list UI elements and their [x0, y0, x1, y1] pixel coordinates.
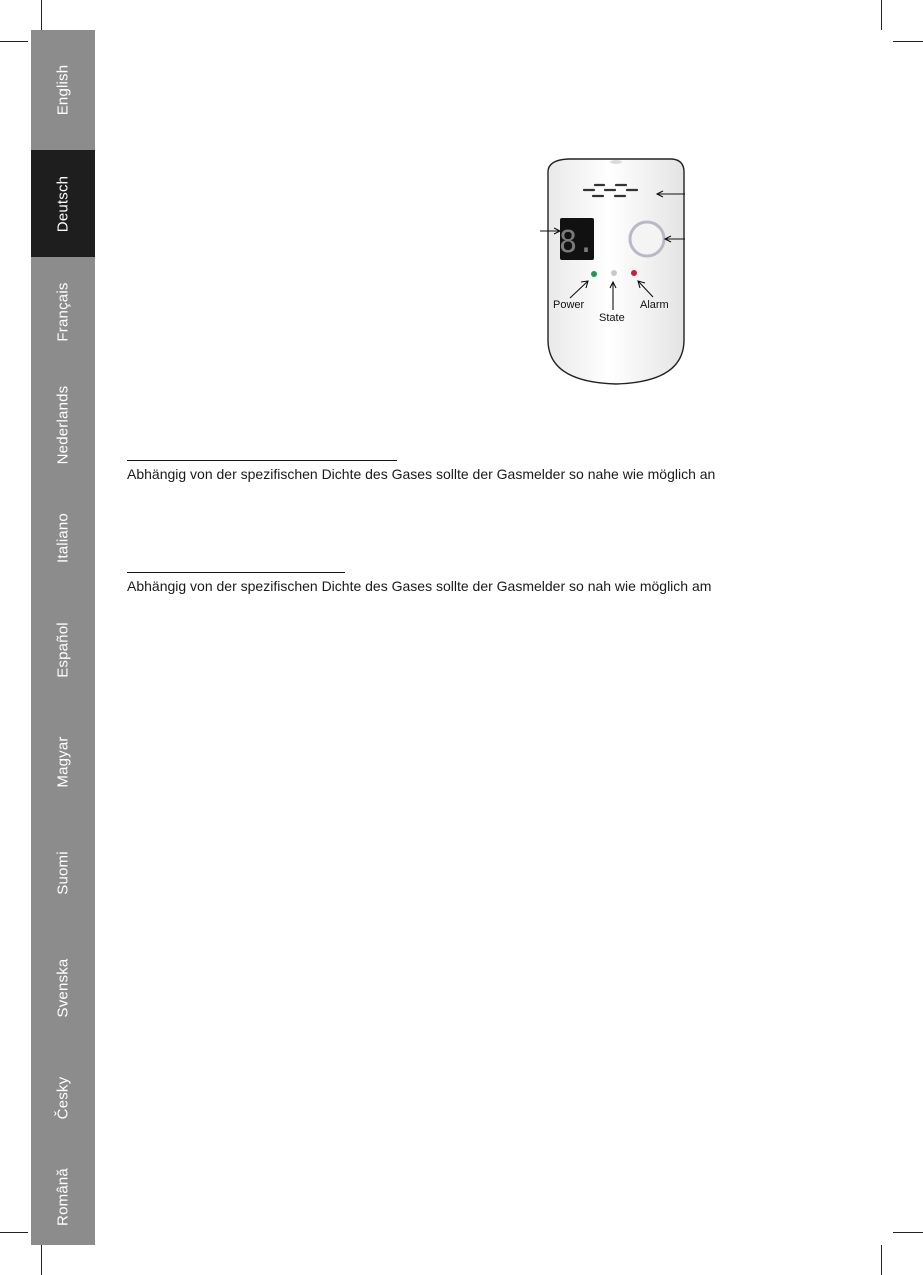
tab-label: Svenska [54, 958, 72, 1018]
tab-label: Deutsch [54, 175, 72, 232]
tab-magyar[interactable] [31, 706, 95, 817]
language-tabs [31, 30, 95, 1245]
test-button [630, 222, 664, 256]
tab-label: Magyar [54, 735, 72, 788]
crop-mark [0, 41, 28, 42]
tab-label: Česky [54, 1076, 72, 1120]
power-led [591, 271, 597, 277]
gas-detector-figure [520, 150, 720, 395]
alarm-callout: Alarm [640, 299, 669, 311]
tab-label: Italiano [54, 513, 72, 563]
gas-detector-illustration [520, 150, 720, 395]
tab-nederlands[interactable] [31, 367, 95, 483]
tab-svenska[interactable] [31, 928, 95, 1048]
section-paragraph: Abhängig von der spezifischen Dichte des Gases sollte der Gasmelder so nah wie möglich am [127, 578, 712, 594]
section-paragraph: Abhängig von der spezifischen Dichte des Gases sollte der Gasmelder so nahe wie möglich an [127, 466, 716, 482]
tab-label: Español [54, 621, 72, 678]
tab-deutsch[interactable] [31, 150, 95, 257]
state-led [611, 270, 617, 276]
crop-mark [881, 1245, 882, 1275]
tab-italiano[interactable] [31, 483, 95, 593]
alarm-led [631, 270, 637, 276]
crop-mark [41, 1245, 42, 1275]
power-callout: Power [553, 299, 585, 311]
crop-mark [41, 0, 42, 30]
tab-francais[interactable] [31, 257, 95, 367]
crop-mark [0, 1232, 28, 1233]
section-heading-underline [127, 572, 345, 573]
crop-mark [881, 0, 882, 30]
tab-label: Français [54, 282, 72, 342]
tab-espanol[interactable] [31, 593, 95, 706]
tab-suomi[interactable] [31, 817, 95, 928]
crop-mark [893, 1232, 923, 1233]
tab-label: Suomi [54, 850, 72, 895]
tab-label: Română [54, 1167, 72, 1226]
tab-cesky[interactable] [31, 1048, 95, 1148]
tab-label: Nederlands [54, 385, 72, 465]
display-digit: 8. [558, 225, 596, 260]
section-heading-underline [127, 460, 397, 461]
tab-romana[interactable] [31, 1148, 95, 1245]
state-callout: State [599, 312, 625, 324]
tab-label: English [54, 64, 72, 116]
crop-mark [893, 41, 923, 42]
tab-english[interactable] [31, 30, 95, 150]
